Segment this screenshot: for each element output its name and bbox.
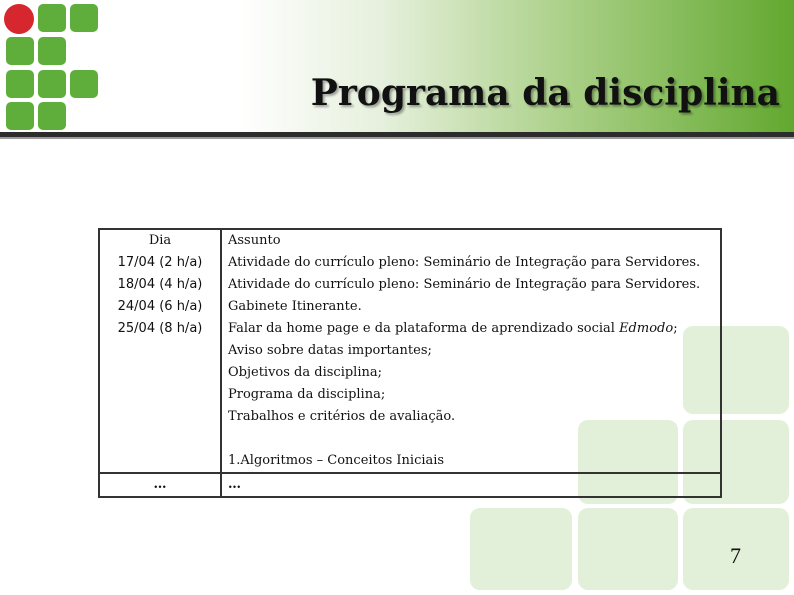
logo-square: [6, 102, 34, 130]
decor-square: [578, 508, 678, 590]
subject-entry: Programa da disciplina;: [228, 387, 386, 402]
subject-column-cell: [221, 229, 721, 473]
subject-punct: ;: [673, 321, 678, 336]
table-row: [99, 229, 721, 473]
day-header: Dia: [148, 233, 172, 248]
topic-entry: 1.Algoritmos – Conceitos Iniciais: [228, 453, 445, 468]
subject-entry: Trabalhos e critérios de avaliação.: [228, 409, 456, 424]
day-entry: 18/04 (4 h/a): [117, 277, 203, 292]
day-entry: 24/04 (6 h/a): [117, 299, 203, 314]
subject-entry: Gabinete Itinerante.: [228, 299, 362, 314]
subject-header: Assunto: [228, 233, 281, 248]
slide-title: Programa da disciplina: [310, 72, 780, 114]
logo-square: [38, 4, 66, 32]
day-entry: 17/04 (2 h/a): [117, 255, 203, 270]
subject-entry: Atividade do currículo pleno: Seminário de Integração para Servidores.: [228, 255, 701, 270]
logo-square: [70, 4, 98, 32]
day-column-cell: [99, 229, 221, 473]
table-row: [99, 473, 721, 497]
header-divider-shadow: [0, 137, 794, 139]
page-number: 7: [730, 543, 741, 568]
logo-square: [6, 37, 34, 65]
logo-circle: [4, 4, 34, 34]
subject-entry: Atividade do currículo pleno: Seminário de Integração para Servidores.: [228, 277, 701, 292]
subject-entry: [228, 318, 720, 340]
schedule-table: [98, 228, 722, 498]
subject-text: Falar da home page e da plataforma de aprendizado social: [228, 321, 620, 336]
ellipsis: …: [228, 477, 241, 492]
spacer: [228, 428, 720, 450]
logo-square: [38, 37, 66, 65]
subject-entry: Aviso sobre datas importantes;: [228, 343, 432, 358]
day-entry: 25/04 (8 h/a): [117, 321, 203, 336]
ellipsis: …: [153, 477, 167, 492]
logo-square: [70, 70, 98, 98]
logo-square: [38, 70, 66, 98]
subject-column-cell: [221, 473, 721, 497]
platform-name: Edmodo: [619, 321, 674, 336]
day-column-cell: [99, 473, 221, 497]
institution-logo: [0, 0, 100, 132]
decor-square: [470, 508, 572, 590]
logo-square: [6, 70, 34, 98]
logo-square: [38, 102, 66, 130]
subject-entry: Objetivos da disciplina;: [228, 365, 382, 380]
